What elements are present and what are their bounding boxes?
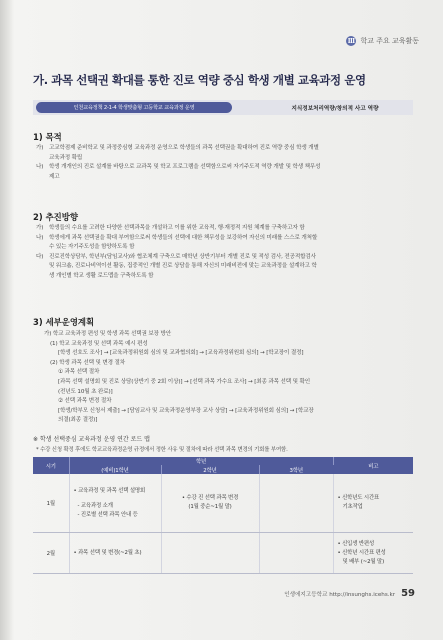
item-line: 제고 <box>49 173 60 180</box>
plan-line: 가) 학교 교육과정 편성 및 학생 과목 선택권 보장 방안 <box>44 331 172 337</box>
purpose-list <box>36 144 408 182</box>
item-mark: 가) <box>36 225 44 231</box>
item-line: 생 개인별 학교 생활 로드맵을 구축하도록 함 <box>49 272 154 279</box>
item-line: 학생에게 과목 선택권을 확대 부여함으로써 학생들의 선택에 대한 책무성을 보강하여 자신의 미래를 스스로 개척할 <box>49 234 318 241</box>
item-mark: 나) <box>36 164 44 171</box>
cell-line: • 신입생 반편성 <box>337 540 375 547</box>
header-time: 시기 <box>33 457 69 474</box>
page-number: 59 <box>401 588 415 599</box>
g1-cell <box>69 474 161 533</box>
strategy-item <box>36 234 408 253</box>
roadmap-table <box>33 457 413 574</box>
table-row <box>33 474 413 533</box>
page-fold-shadow <box>0 0 14 640</box>
plan-line: (1) 학교 교육과정 및 선택 과목 예시 편성 <box>50 340 148 347</box>
purpose-heading: 1) 목적 <box>33 132 62 142</box>
purpose-item <box>36 144 408 163</box>
header-g3: 3학년 <box>259 465 333 474</box>
strategy-item <box>36 253 408 282</box>
competency-label: 지식정보처리역량/창의적 사고 역량 <box>291 105 379 112</box>
g2-cell <box>161 474 259 533</box>
time-cell: 1월 <box>33 474 69 533</box>
page-footer <box>284 588 415 599</box>
header-g1: (예비)1학년 <box>69 465 161 474</box>
strategy-item <box>36 224 408 234</box>
policy-pill: 인천교육정책 2-1-4 학생맞춤형 고등학교 교육과정 운영 <box>36 102 232 113</box>
plan-line: ① 과목 선택 절차 <box>58 369 100 376</box>
roadmap-title: ※ 학생 선택중심 교육과정 운영 연간 로드 맵 <box>33 436 150 443</box>
cell-line: 및 배부 (~2월 말) <box>342 558 385 565</box>
plan-heading: 3) 세부운영계획 <box>33 317 95 327</box>
cell-line: - 진로별 선택 과목 안내 등 <box>77 511 138 518</box>
purpose-item <box>36 163 408 182</box>
plan-line: ② 선택 과목 변경 절차 <box>58 398 112 405</box>
section-title: 가. 과목 선택권 확대를 통한 진로 역량 중심 학생 개별 교육과정 운영 <box>33 73 366 87</box>
running-head <box>346 36 419 46</box>
roadmap-note: * 수강 신청 확정 후에도 학교교육과정운영 규정에서 정한 사유 및 절차에 따라 선택 과목 변경의 기회를 부여함. <box>36 447 288 453</box>
cell-line: - 교육과정 소개 <box>77 502 113 509</box>
plan-line: (2) 학생 과목 선택 및 변경 절차 <box>50 359 126 366</box>
table-row <box>33 533 413 574</box>
item-line: 고교학점제 준비학교 및 과정중심형 교육과정 운영으로 학생들의 과목 선택권을 확대하여 진로 역량 중심 학생 개별 <box>49 145 319 151</box>
g2-cell <box>161 533 259 574</box>
cell-line: • 수강 진 선택 과목 변경 <box>181 495 239 501</box>
plan-list <box>36 330 408 426</box>
cell-line: • 과목 선택 및 변경(~2월 초) <box>73 549 142 556</box>
item-line: 학생 개개인의 진로 설계를 바탕으로 교과목 및 학교 프로그램을 선택함으로써 자기주도적 역량 개발 및 학생 책무성 <box>49 164 321 171</box>
chapter-badge: Ⅲ <box>347 37 356 45</box>
plan-line: [학생 선호도 조사] → [교육과정위원회 심의 및 교과협의회] → [교육과정위원회 심의] → [학교장이 결정] <box>58 350 304 357</box>
item-line: 진로진학상담부, 학년부(담임교사)와 협조체계 구축으로 매학년 상반기부터 개별 진로 및 적성 검사, 전공적합검사 <box>49 253 316 260</box>
g3-cell <box>259 533 333 574</box>
plan-line: [과목 선택 설명회 및 진로 상담(상반기 중 2회 이상)] → [선택 과목 가수요 조사] → [최종 과목 선택 및 확인 <box>58 378 311 385</box>
plan-line: [학생/학부모 신청서 제출] → [담임교사 및 교육과정운영부장 교사 상담] → [교육과정위원회 심의] → [학교장 <box>58 407 314 414</box>
g3-cell <box>259 474 333 533</box>
item-mark: 다) <box>36 253 44 260</box>
cell-line: 기초작업 <box>342 504 363 510</box>
header-grade: 학년 <box>69 457 333 465</box>
item-line: 및 워크숍, 진로나비역이션 활동, 집중적인 개별 진로 상담을 통해 자신의 미래비전에 맞는 교육과정을 설계하고 학 <box>49 263 317 270</box>
strategy-list <box>36 224 408 282</box>
header-note: 비고 <box>333 457 413 474</box>
table-header-row <box>33 457 413 465</box>
cell-line: (1월 중순~1월 말) <box>188 504 232 510</box>
item-mark: 가) <box>36 145 44 151</box>
cell-line: • 신학년도 시간표 <box>337 495 380 501</box>
time-cell: 2월 <box>33 533 69 574</box>
cell-line: • 교육과정 및 과목 선택 설명회 <box>73 487 146 494</box>
strategy-heading: 2) 추진방향 <box>33 212 78 222</box>
note-cell <box>333 533 413 574</box>
footer-url: 인생에지고등학교 http://insunghs.icehs.kr <box>284 592 396 598</box>
note-cell <box>333 474 413 533</box>
g1-cell <box>69 533 161 574</box>
item-line: 수 있는 자기주도성을 함양하도록 함 <box>49 244 135 251</box>
running-head-label: 학교 주요 교육활동 <box>360 37 419 45</box>
item-line: 학생들의 수요를 고려한 다양한 선택과목을 개설하고 이를 위한 교육적, 행·재정적 지원 체계를 구축하고자 함 <box>49 225 305 231</box>
header-g2: 2학년 <box>161 465 259 474</box>
cell-line: • 신학년 시간표 편성 <box>337 549 386 556</box>
plan-line: (전년도 10월 초 완료)] <box>58 388 113 395</box>
plan-line: 의결(최종 결정)] <box>58 417 98 424</box>
item-line: 교육과정 확립 <box>49 154 83 161</box>
item-mark: 나) <box>36 234 44 241</box>
